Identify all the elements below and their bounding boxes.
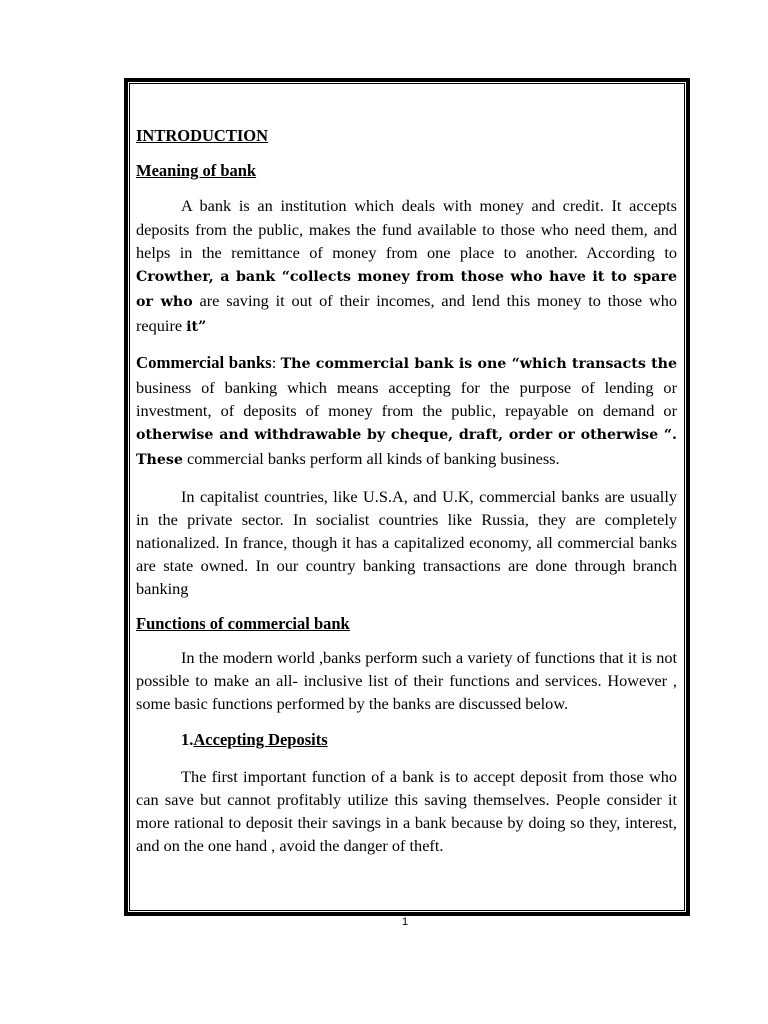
commercial-banks-label: Commercial banks xyxy=(136,352,272,372)
colon: : xyxy=(271,352,281,372)
paragraph-commercial-banks xyxy=(136,351,677,473)
paragraph-text: are saving it out of their incomes, and lend this money to those who require xyxy=(136,291,677,336)
crowther-quote: Crowther, a bank “collects money from those who have it to spare or who xyxy=(136,269,677,311)
paragraph-text: commercial banks perform all kinds of banking business. xyxy=(182,449,560,469)
paragraph-accepting-deposits: The first important function of a bank is to accept deposit from those who can save but cannot profitably utilize this saving themselves. People consider it more rational to deposit their savings in a bank because by doing so they, interest, and on the one hand , avoid the danger of theft. xyxy=(136,766,677,856)
heading-functions: Functions of commercial bank xyxy=(136,613,350,633)
commercial-definition-start: The commercial bank is one “which transacts the xyxy=(280,355,677,372)
paragraph-bank-definition xyxy=(136,194,677,339)
paragraph-capitalist-countries: In capitalist countries, like U.S.A, and U.K, commercial banks are usually in the private sector. In socialist countries like Russia, they are completely nationalized. In france, though it has a capitalized economy, all commercial banks are state owned. In our country banking transactions are done through branch banking xyxy=(136,486,677,599)
subheading-accepting-deposits xyxy=(136,728,677,751)
page-number: 1 xyxy=(401,916,409,928)
subheading-title: Accepting Deposits xyxy=(193,730,328,750)
quote-end: it” xyxy=(186,319,207,336)
heading-introduction: INTRODUCTION xyxy=(136,126,269,145)
paragraph-text: business of banking which means accepting for the purpose of lending or investment, of deposits of money from the public, repayable on demand or xyxy=(136,377,677,421)
document-body xyxy=(136,124,677,857)
subheading-number: 1. xyxy=(181,730,194,750)
commercial-definition-bold: otherwise and withdrawable by cheque, draft, order or otherwise “. These xyxy=(136,427,677,469)
paragraph-functions-intro: In the modern world ,banks perform such a variety of functions that it is not possible to make an all- inclusive list of their functions and services. However , some basic functions performed by the banks are discussed below. xyxy=(136,647,677,714)
paragraph-text: A bank is an institution which deals with money and credit. It accepts deposits from the public, makes the fund available to those who need them, and helps in the remittance of money from one place to another. According to xyxy=(136,196,677,262)
heading-meaning-of-bank: Meaning of bank xyxy=(136,161,257,181)
